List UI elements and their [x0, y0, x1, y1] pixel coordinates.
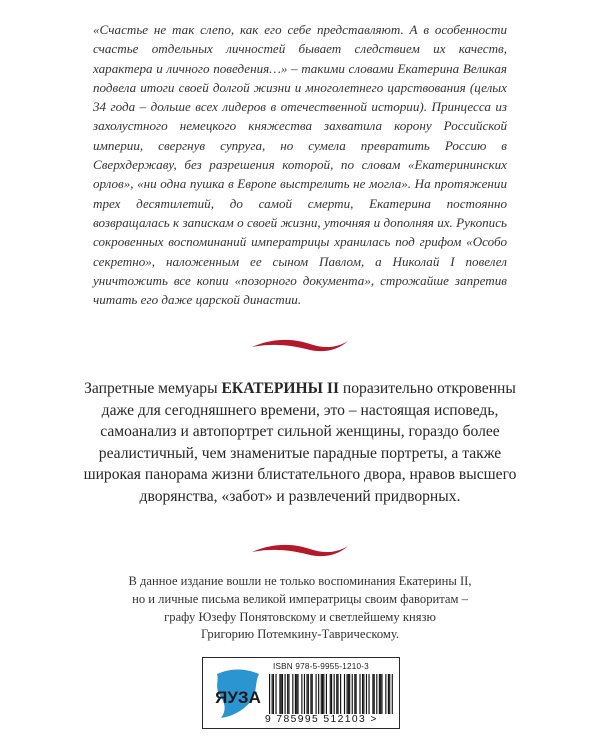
barcode-bar [392, 674, 393, 714]
barcode-bar [337, 674, 338, 714]
barcode-bar [295, 674, 296, 714]
barcode-bar [287, 674, 288, 714]
empress-name: ЕКАТЕРИНЫ II [221, 380, 340, 397]
barcode-bar [285, 674, 286, 714]
intro-text: «Счастье не так слепо, как его себе представляют. А в особенности счастье отдельных личностей бывает следствием их качеств, характера и личного поведения…» – такими словами Екатерина Великая подвела итоги своей долгой жизни и многолетнего царствования (целых 34 года – дольше всех лидеров в отечественной истории). Принцесса из захолустного немецкого княжества захватила корону Российской империи, свергнув супруга, но сумела превратить Россию в Сверхдержаву, без разрешения которой, по словам «Екатерининских орлов», «ни одна пушка в Европе выстрелить не могла». На протяжении трех десятилетий, до самой смерти, Екатерина постоянно возвращалась к запискам о своей жизни, уточняя и дополняя их. Рукопись сокровенных воспоминаний императрицы хранилась под грифом «Особо секретно», наложенным ее сыном Павлом, а Николай I повелел уничтожить все копии «позорного документа», строжайше запретив читать его даже царской династии. [93, 22, 507, 308]
barcode-bar [326, 674, 327, 714]
barcode-bar [348, 674, 349, 714]
barcode-bar [321, 674, 322, 714]
barcode-graphic [269, 674, 393, 714]
barcode-bar [356, 674, 357, 714]
barcode-bar [376, 674, 377, 714]
edition-note-line: В данное издание вошли не только воспоминания Екатерины II, [128, 574, 472, 588]
barcode-bar [388, 674, 389, 714]
edition-note [80, 573, 520, 644]
barcode-bar [292, 674, 293, 714]
barcode-bar [331, 674, 332, 714]
barcode-bar [297, 674, 298, 714]
barcode-bar [288, 674, 289, 714]
barcode-bar [359, 674, 360, 714]
barcode-bar [279, 674, 280, 714]
decorative-swash-top [250, 333, 350, 357]
barcode-bar [275, 674, 276, 714]
isbn-barcode-box [202, 657, 400, 729]
edition-note-line: графу Юзефу Понятовскому и светлейшему князю [164, 609, 436, 624]
barcode-bar [269, 674, 270, 714]
barcode-bar [379, 674, 380, 714]
barcode-bar [381, 674, 382, 714]
barcode-bar [372, 674, 373, 714]
barcode-bar [363, 674, 364, 714]
barcode-bar [301, 674, 302, 714]
barcode-bar [310, 674, 311, 714]
edition-note-line: Григорию Потемкину-Таврическому. [200, 627, 400, 642]
barcode-bar [344, 674, 345, 714]
barcode-bar [304, 674, 305, 714]
barcode-bar [340, 674, 341, 714]
barcode-bar [374, 674, 375, 714]
barcode-bar [318, 674, 319, 714]
main-blurb-lead: Запретные мемуары [84, 380, 222, 397]
barcode-bar [354, 674, 355, 714]
yauza-publisher-logo [211, 666, 265, 720]
barcode-bar [347, 674, 348, 714]
barcode-bar [308, 674, 309, 714]
barcode-bar [334, 674, 335, 714]
main-blurb [80, 378, 520, 508]
barcode-bar [385, 674, 386, 714]
logo-wordmark: ЯУЗА [215, 688, 261, 707]
barcode-bar [281, 674, 282, 714]
barcode-bar [366, 674, 367, 714]
barcode-bar [272, 674, 273, 714]
barcode-bar [368, 674, 369, 714]
barcode-bar [389, 674, 390, 714]
barcode-bar [330, 674, 331, 714]
barcode-digits: 9 785995 512103 > [265, 714, 378, 725]
barcode-bar [352, 674, 353, 714]
barcode-bar [306, 674, 307, 714]
barcode-bar [362, 674, 363, 714]
intro-quote-paragraph [93, 20, 507, 309]
barcode-bar [312, 674, 313, 714]
barcode-bar [336, 674, 337, 714]
decorative-swash-bottom [250, 538, 350, 562]
barcode-bar [380, 674, 381, 714]
barcode-bar [349, 674, 350, 714]
isbn-number: ISBN 978-5-9955-1210-3 [273, 662, 369, 671]
barcode-bar [323, 674, 324, 714]
barcode-bar [282, 674, 283, 714]
barcode-bar [322, 674, 323, 714]
barcode-bar [296, 674, 297, 714]
barcode-bar [316, 674, 317, 714]
edition-note-line: но и личные письма великой императрицы своим фаворитам – [132, 591, 468, 606]
barcode-bar [273, 674, 274, 714]
main-blurb-rest: поразительно откровенны даже для сегодняшнего времени, это – настоящая исповедь, самоанализ и автопортрет сильной женщины, гораздо более реалистичный, чем знаменитые парадные портреты, а также широкая панорама жизни блистательного двора, нравов высшего дворянства, «забот» и развлечений придворных. [83, 380, 517, 505]
